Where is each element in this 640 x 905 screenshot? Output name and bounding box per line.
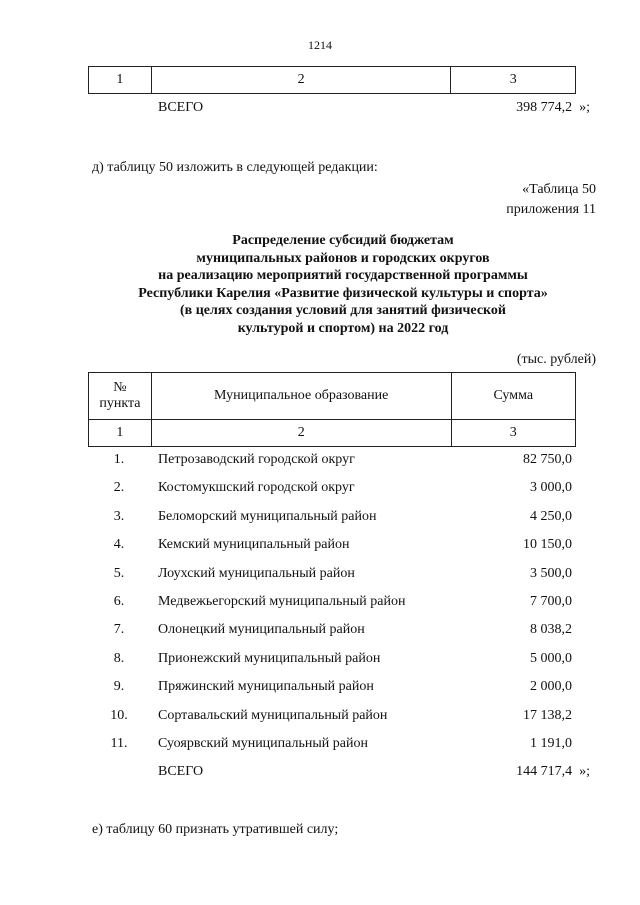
row-sum: 2 000,0 [530,679,572,695]
row-sum: 3 500,0 [530,565,572,581]
row-sum: 10 150,0 [523,537,572,553]
row-sum: 7 700,0 [530,593,572,609]
table-row [88,590,596,618]
table-row [88,448,596,476]
table-row [88,675,596,703]
row-sum: 17 138,2 [523,707,572,723]
table-row [88,732,596,760]
table-reference-line2: приложения 11 [506,202,596,217]
main-table-header [88,372,576,447]
main-total-label: ВСЕГО [158,764,204,779]
row-number: 10. [110,707,128,723]
row-number: 11. [110,735,128,751]
header-name-cell: Муниципальное образование [151,373,451,420]
row-name: Костомукшский городской округ [158,480,355,496]
header-number-symbol: № [113,380,127,395]
table-row [88,647,596,675]
row-sum: 3 000,0 [530,480,572,496]
row-number: 9. [113,679,125,695]
row-number: 6. [113,593,125,609]
row-name: Суоярвский муниципальный район [158,735,368,751]
row-sum: 5 000,0 [530,650,572,666]
title-line: (в целях создания условий для занятий физической [180,303,506,318]
table-reference [506,180,596,220]
row-sum: 1 191,0 [530,735,572,751]
main-total-value: 144 717,4 »; [516,764,590,779]
row-number: 4. [113,537,125,553]
row-name: Олонецкий муниципальный район [158,622,365,638]
table-row [88,505,596,533]
table-row [88,533,596,561]
table-rows [88,448,596,760]
row-number: 3. [113,508,125,524]
top-total-value: 398 774,2 »; [516,100,590,115]
row-number: 5. [113,565,125,581]
row-name: Сортавальский муниципальный район [158,707,388,723]
row-sum: 82 750,0 [523,452,572,467]
row-name: Медвежьегорский муниципальный район [158,593,406,609]
title-line: культурой и спортом) на 2022 год [237,320,449,336]
row-name: Пряжинский муниципальный район [158,679,374,695]
table-row [88,618,596,646]
row-sum: 4 250,0 [530,508,572,524]
col-number-2: 2 [151,420,451,447]
header-number-cell [89,373,152,420]
title-line: на реализацию мероприятий государственной программы [158,268,528,283]
table-row [88,476,596,504]
row-number: 1. [113,452,125,467]
row-name: Беломорский муниципальный район [158,508,377,524]
top-col-3: 3 [451,67,576,94]
row-name: Прионежский муниципальный район [158,650,381,666]
top-total-label: ВСЕГО [158,100,204,115]
page-number: 1214 [308,38,332,52]
top-table-header [88,66,576,94]
document-title [88,232,598,337]
header-sum-cell: Сумма [451,373,575,420]
col-number-1: 1 [89,420,152,447]
title-line: муниципальных районов и городских округов [196,250,490,266]
instruction-d: д) таблицу 50 изложить в следующей редакции: [92,160,378,175]
top-col-1: 1 [89,67,152,94]
table-reference-line1: «Таблица 50 [522,182,596,197]
table-row [88,562,596,590]
top-col-2: 2 [151,67,451,94]
instruction-e: е) таблицу 60 признать утратившей силу; [92,822,339,837]
row-number: 7. [113,622,125,638]
table-row [88,704,596,732]
row-name: Лоухский муниципальный район [158,565,355,581]
header-number-label: пункта [99,396,141,411]
row-name: Петрозаводский городской округ [158,452,355,467]
title-line: Республики Карелия «Развитие физической культуры и спорта» [138,285,548,301]
col-number-3: 3 [451,420,575,447]
title-line: Распределение субсидий бюджетам [232,233,454,248]
units-label: (тыс. рублей) [516,352,596,367]
row-number: 2. [113,480,125,496]
row-sum: 8 038,2 [530,622,572,638]
row-name: Кемский муниципальный район [158,537,350,553]
row-number: 8. [113,650,125,666]
